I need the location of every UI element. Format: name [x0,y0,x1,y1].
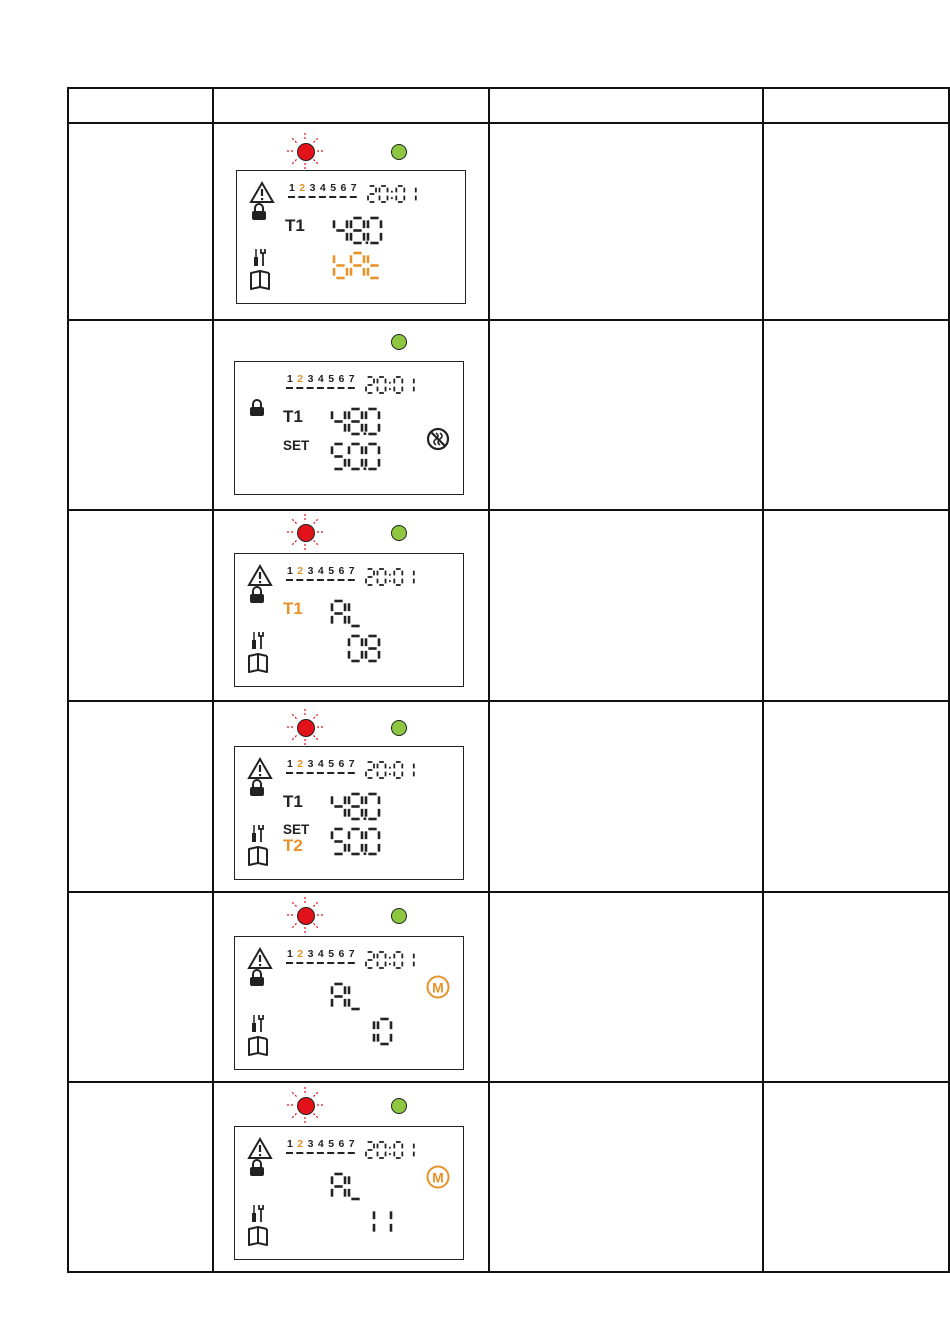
clock-readout [368,186,416,202]
weekday-label: 1 [286,758,293,770]
svg-text:M: M [431,979,444,996]
setpoint-label: SET [282,822,310,837]
no-heat-icon [428,429,448,449]
primary-value [334,218,381,244]
display-cell [213,123,489,320]
weekday-label: 6 [340,182,347,194]
lcd-display [234,361,464,495]
table-cell [489,1082,764,1272]
secondary-value [349,636,379,661]
alarm-led [297,719,315,737]
alarm-led [297,143,315,161]
primary-value [332,409,379,435]
weekday-label: 3 [307,373,314,385]
weekday-label: 2 [297,948,303,960]
weekday-indicator [286,948,355,963]
lcd-display [236,170,466,304]
weekday-label: 6 [338,1138,345,1150]
weekday-label: 3 [307,565,314,577]
secondary-value [334,253,379,278]
table-cell [489,123,764,320]
weekday-label: 7 [350,182,357,194]
status-table [67,87,950,1273]
table-cell [489,510,764,701]
primary-value [332,1174,360,1199]
warning-icon [249,949,271,968]
channel-label: T1 [282,599,303,618]
weekday-label: 2 [297,565,303,577]
table-cell [763,1082,949,1272]
manual-icon [249,1037,267,1055]
table-cell [763,123,949,320]
table-row [68,320,949,510]
lcd-display [234,1126,464,1260]
secondary-value [332,829,379,855]
weekday-indicator [286,373,355,388]
primary-value [332,794,379,820]
lcd-graphics [237,171,467,305]
display-cell [213,510,489,701]
table-row [68,123,949,320]
secondary-value [374,1211,391,1231]
manual-icon [251,271,269,289]
tools-icon [252,1015,263,1032]
lcd-graphics [235,747,465,881]
table-cell [763,892,949,1082]
table-cell [763,510,949,701]
warning-icon [249,759,271,778]
weekday-indicator [288,182,357,197]
weekday-label: 4 [319,182,326,194]
tools-icon [252,825,263,842]
channel-label: T1 [282,407,303,426]
weekday-label: 4 [317,758,324,770]
weekday-label: 2 [297,758,303,770]
display-cell [213,320,489,510]
weekday-label: 4 [317,565,324,577]
power-led [391,908,407,924]
svg-text:M: M [431,1169,444,1186]
lock-icon [250,970,264,986]
manual-icon [249,847,267,865]
tools-icon [254,249,265,266]
power-led [391,1098,407,1114]
power-led [391,334,407,350]
display-cell [213,892,489,1082]
primary-value [332,601,360,626]
weekday-label: 1 [286,565,293,577]
power-led [391,144,407,160]
weekday-indicator [286,758,355,773]
weekday-label: 2 [299,182,305,194]
lcd-display [234,746,464,880]
table-cell [763,320,949,510]
weekday-label: 3 [307,948,314,960]
lock-icon [250,1160,264,1176]
weekday-label: 2 [297,1138,303,1150]
weekday-label: 5 [328,948,334,960]
tools-icon [252,1205,263,1222]
table-cell [489,892,764,1082]
weekday-label: 6 [338,948,345,960]
header-cell [489,88,764,123]
manual-mode-icon [427,977,448,998]
clock-readout [366,569,414,585]
table-cell [68,510,213,701]
lock-icon [250,400,264,416]
alarm-led [297,524,315,542]
channel-label: T1 [282,792,303,811]
lcd-graphics [235,937,465,1071]
weekday-label: 7 [348,373,355,385]
weekday-label: 1 [286,948,293,960]
table-header-row [68,88,949,123]
weekday-label: 7 [348,565,355,577]
channel-label: T1 [284,216,305,235]
weekday-label: 5 [328,373,334,385]
tools-icon [252,632,263,649]
weekday-label: 3 [307,758,314,770]
weekday-label: 4 [317,373,324,385]
power-led [391,525,407,541]
channel2-label: T2 [282,836,303,855]
header-cell [763,88,949,123]
weekday-label: 1 [286,1138,293,1150]
weekday-label: 5 [330,182,336,194]
warning-icon [251,183,273,202]
table-row [68,1082,949,1272]
lock-icon [252,204,266,220]
weekday-label: 1 [286,373,293,385]
manual-icon [249,654,267,672]
lcd-graphics [235,554,465,688]
weekday-indicator [286,565,355,580]
table-row [68,510,949,701]
table-cell [489,701,764,892]
weekday-label: 7 [348,948,355,960]
clock-readout [366,377,414,393]
weekday-label: 6 [338,373,345,385]
warning-icon [249,1139,271,1158]
weekday-label: 1 [288,182,295,194]
primary-value [332,984,360,1009]
weekday-label: 7 [348,758,355,770]
clock-readout [366,762,414,778]
lcd-graphics [235,362,465,496]
weekday-label: 5 [328,1138,334,1150]
header-cell [213,88,489,123]
power-led [391,720,407,736]
setpoint-label: SET [282,438,310,453]
weekday-label: 5 [328,565,334,577]
secondary-value [332,444,379,470]
table-cell [763,701,949,892]
lcd-display [234,553,464,687]
weekday-label: 5 [328,758,334,770]
weekday-label: 4 [317,948,324,960]
weekday-indicator [286,1138,355,1153]
lcd-graphics [235,1127,465,1261]
weekday-label: 3 [307,1138,314,1150]
header-cell [68,88,213,123]
display-cell [213,1082,489,1272]
clock-readout [366,952,414,968]
table-cell [68,320,213,510]
manual-mode-icon [427,1167,448,1188]
lock-icon [250,780,264,796]
table-row [68,701,949,892]
weekday-label: 6 [338,565,345,577]
weekday-label: 6 [338,758,345,770]
table-cell [68,701,213,892]
clock-readout [366,1142,414,1158]
weekday-label: 7 [348,1138,355,1150]
alarm-led [297,907,315,925]
display-cell [213,701,489,892]
weekday-label: 3 [309,182,316,194]
lcd-display [234,936,464,1070]
alarm-led [297,1097,315,1115]
table-row [68,892,949,1082]
table-cell [68,892,213,1082]
warning-icon [249,566,271,585]
table-cell [68,123,213,320]
table-cell [68,1082,213,1272]
weekday-label: 4 [317,1138,324,1150]
secondary-value [374,1019,391,1044]
weekday-label: 2 [297,373,303,385]
lock-icon [250,587,264,603]
table-cell [489,320,764,510]
manual-icon [249,1227,267,1245]
